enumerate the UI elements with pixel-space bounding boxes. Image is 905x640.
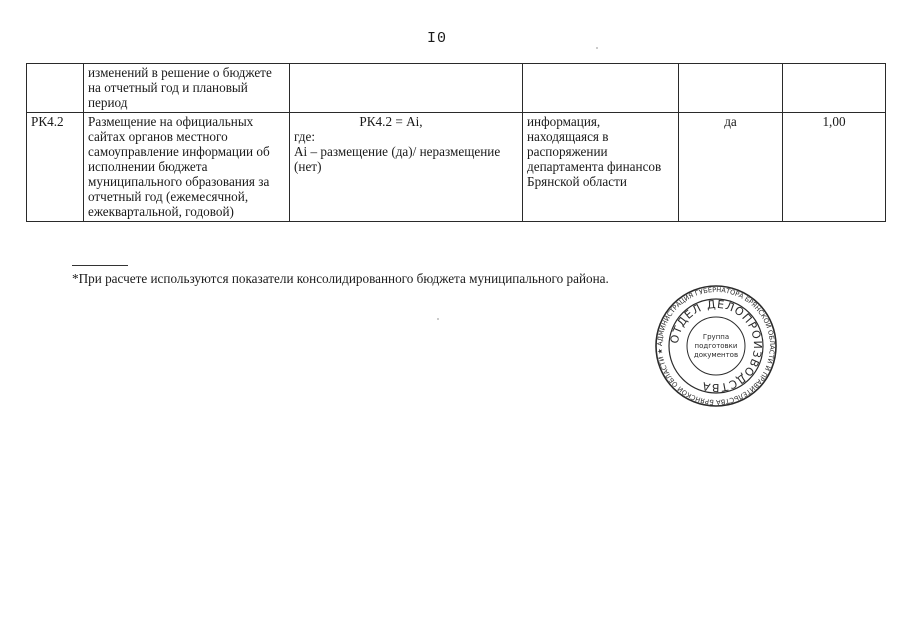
table-row — [27, 113, 886, 222]
table-row — [27, 64, 886, 113]
stamp-ring-text: ОТДЕЛ ДЕЛОПРОИЗВОДСТВА — [667, 297, 765, 395]
cell-source: информация, находящаяся в распоряжении департамента финансов Брянской области — [523, 113, 679, 222]
stamp-center-line-2: подготовки — [694, 342, 738, 350]
scan-speck — [437, 318, 439, 320]
stamp-center-line-1: Группа — [702, 333, 730, 341]
cell-code: РК4.2 — [27, 113, 84, 222]
scan-speck — [596, 47, 598, 49]
page-number: I0 — [427, 30, 448, 47]
footnote: *При расчете используются показатели консолидированного бюджета муниципального района. — [72, 271, 609, 286]
cell-formula — [290, 113, 523, 222]
cell-source — [523, 64, 679, 113]
stamp-outer-text: АДМИНИСТРАЦИЯ ГУБЕРНАТОРА БРЯНСКОЙ ОБЛАСТИ И ПРАВИТЕЛЬСТВА БРЯНСКОЙ ОБЛАСТИ ★ — [655, 285, 777, 407]
cell-value: да — [679, 113, 783, 222]
footnote-separator — [72, 265, 128, 266]
cell-formula — [290, 64, 523, 113]
formula-expression: РК4.2 = Ai, — [359, 114, 423, 129]
cell-name: Размещение на официальных сайтах органов местного самоуправление информации об исполнении бюджета муниципального образования за отчетный год (ежемесячной, ежеквартальной, годовой) — [84, 113, 290, 222]
stamp-center-line-3: документов — [693, 351, 739, 359]
cell-score — [783, 64, 886, 113]
cell-value — [679, 64, 783, 113]
cell-name: изменений в решение о бюджете на отчетный год и плановый период — [84, 64, 290, 113]
cell-code — [27, 64, 84, 113]
cell-score: 1,00 — [783, 113, 886, 222]
formula-description: Ai – размещение (да)/ неразмещение (нет) — [294, 144, 501, 174]
formula-where: где: — [294, 129, 315, 144]
official-stamp — [654, 284, 778, 408]
indicator-table — [26, 63, 886, 222]
